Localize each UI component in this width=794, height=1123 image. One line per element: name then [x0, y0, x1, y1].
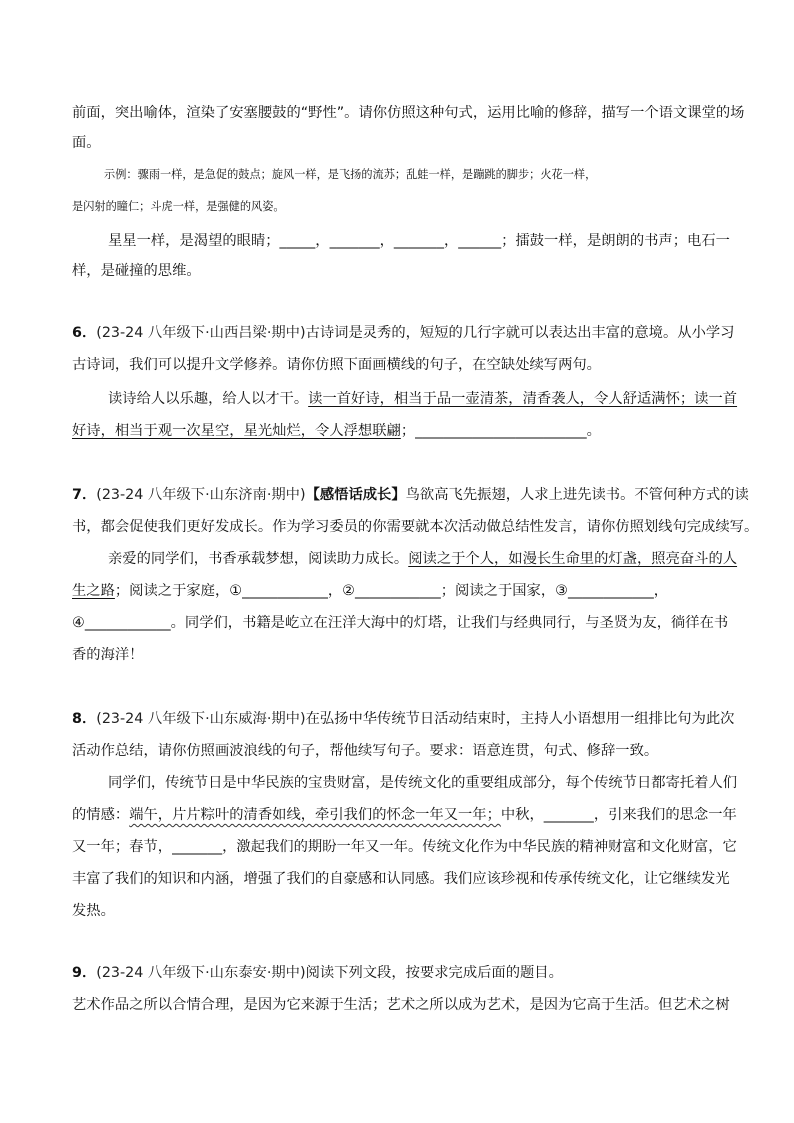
underlined-sentence: 好诗，相当于观一次星空，星光灿烂，令人浮想联翩: [72, 423, 401, 439]
q7-paragraph-line: ④____________。同学们，书籍是屹立在汪洋大海中的灯塔，让我们与经典同行，与圣贤为友，徜徉在书: [72, 615, 729, 631]
q7-paragraph-line: [108, 549, 738, 569]
q6-paragraph-line: [72, 421, 732, 441]
answer-blank: ；________________________。: [400, 423, 601, 439]
answer-blanks: ；阅读之于家庭，①____________，②____________；阅读之于国家，③____________，: [114, 583, 669, 599]
question-text: 在弘扬中华传统节日活动结束时，主持人小语想用一组排比句为此次: [305, 711, 735, 727]
q5-example-line: 示例：骤雨一样，是急促的鼓点；旋风一样，是飞扬的流苏；乱蛙一样，是蹦跳的脚步；火花一样，: [104, 168, 597, 181]
plain-text: 读诗给人以乐趣，给人以才干。: [108, 391, 309, 407]
plain-text: 亲爱的同学们，书香承载梦想，阅读助力成长。: [108, 551, 409, 567]
q8-paragraph-line: 同学们，传统节日是中华民族的宝贵财富，是传统文化的重要组成部分，每个传统节日都寄托着人们: [108, 775, 738, 791]
question-source: (23-24 八年级下·山东济南·期中): [96, 487, 306, 503]
q5-continuation-line: 前面，突出喻体，渲染了安塞腰鼓的“野性”。请你仿照这种句式，运用比喻的修辞，描写一个语文课堂的场: [72, 105, 745, 121]
q6-question-line: 古诗词，我们可以提升文学修养。请你仿照下面画横线的句子，在空缺处续写两句。: [72, 357, 601, 373]
question-source: (23-24 八年级下·山东威海·期中): [96, 711, 306, 727]
question-number: 9．: [72, 965, 97, 981]
q8-paragraph-line: 丰富了我们的知识和内涵，增强了我们的自豪感和认同感。我们应该珍视和传承传统文化，让它继续发光: [72, 871, 730, 887]
question-number: 6．: [72, 325, 97, 341]
q7-heading: [72, 485, 749, 505]
q6-heading: [72, 323, 735, 343]
q7-question-line: 书，都会促使我们更好发成长。作为学习委员的你需要就本次活动做总结性发言，请你仿照划线句完成续写。: [72, 519, 759, 535]
q8-paragraph-line: 又一年；春节，_______，激起我们的期盼一年又一年。传统文化作为中华民族的精神财富和文化财富，它: [72, 839, 737, 855]
q9-heading: [72, 963, 732, 983]
q5-answer-line: 样，是碰撞的思维。: [72, 263, 201, 279]
q7-paragraph-line: [72, 581, 732, 601]
question-source: (23-24 八年级下·山西吕梁·期中): [96, 325, 306, 341]
answer-blank: 中秋，_______，引来我们的思念一年: [500, 807, 737, 823]
q5-continuation-line: 面。: [72, 135, 101, 151]
q8-question-line: 活动作总结，请你仿照画波浪线的句子，帮他续写句子。要求：语意连贯，句式、修辞一致。: [72, 743, 659, 759]
q5-example-line: 是闪射的瞳仁；斗虎一样，是强健的风姿。: [72, 200, 285, 213]
q5-answer-line: 星星一样，是渴望的眼睛；_____，_______，_______，______；擂鼓一样，是朗朗的书声；电石一: [108, 233, 730, 249]
question-text: 鸟欲高飞先振翅，人求上进先读书。不管何种方式的读: [405, 487, 749, 503]
q8-paragraph-line: [72, 805, 737, 825]
question-number: 7．: [72, 487, 97, 503]
wavy-underlined-sentence: 端午，片片粽叶的清香如线，牵引我们的怀念一年又一年；: [129, 807, 501, 823]
q8-paragraph-line: 发热。: [72, 903, 115, 919]
underlined-sentence: 读一首好诗，相当于品一壶清茶，清香袭人，令人舒适满怀；读一首: [308, 391, 738, 407]
underlined-sentence: 生之路: [72, 583, 115, 599]
q7-paragraph-line: 香的海洋！: [72, 647, 144, 663]
underlined-sentence: 阅读之于个人，如漫长生命里的灯盏，照亮奋斗的人: [408, 551, 738, 567]
question-tag: 【感悟话成长】: [305, 487, 406, 503]
question-text: 古诗词是灵秀的，短短的几行字就可以表达出丰富的意境。从小学习: [305, 325, 735, 341]
q6-paragraph-line: [108, 389, 738, 409]
question-number: 8．: [72, 711, 97, 727]
question-text: 阅读下列文段，按要求完成后面的题目。: [305, 965, 563, 981]
q8-heading: [72, 709, 735, 729]
question-source: (23-24 八年级下·山东泰安·期中): [96, 965, 306, 981]
plain-text: 的情感：: [72, 807, 130, 823]
q9-paragraph-line: 艺术作品之所以合情合理，是因为它来源于生活；艺术之所以成为艺术，是因为它高于生活。但艺术之树: [72, 997, 730, 1013]
